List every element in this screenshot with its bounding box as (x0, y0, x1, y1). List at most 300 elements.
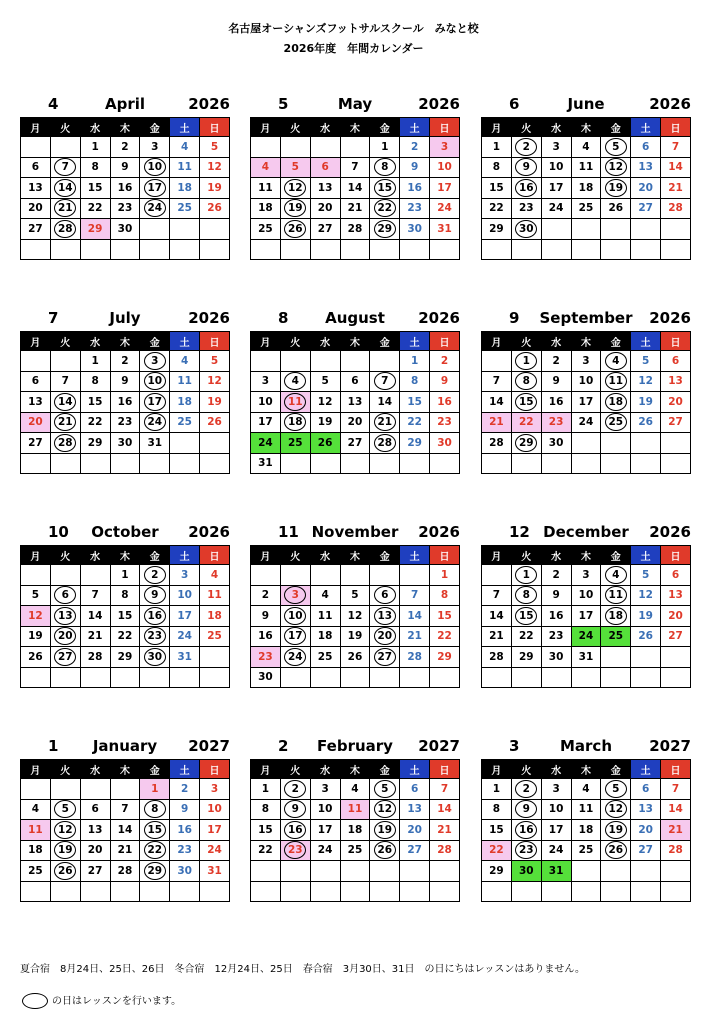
day-cell (601, 820, 631, 841)
weekday-header: 水 (541, 332, 571, 351)
day-cell (170, 371, 200, 392)
day-number: 5 (641, 568, 650, 581)
weekday-header: 火 (280, 760, 310, 779)
month-table (481, 545, 691, 688)
day-number: 6 (321, 161, 329, 174)
day-cell (200, 351, 230, 372)
day-number: 5 (210, 140, 219, 153)
day-number: 17 (258, 416, 273, 429)
month-number: 4 (48, 95, 59, 113)
day-number: 15 (87, 395, 103, 408)
day-cell (140, 647, 170, 668)
day-cell (251, 585, 281, 606)
day-number: 1 (121, 568, 129, 581)
day-cell (370, 667, 400, 688)
day-number: 6 (54, 586, 76, 604)
day-cell (170, 453, 200, 474)
day-cell (541, 840, 571, 861)
day-cell (21, 799, 51, 820)
day-cell (511, 157, 541, 178)
weekday-header: 金 (370, 118, 400, 137)
day-cell (140, 178, 170, 199)
day-cell (340, 137, 370, 158)
day-number: 25 (578, 844, 594, 857)
day-number: 14 (347, 181, 363, 194)
day-number: 11 (347, 803, 363, 816)
day-cell (661, 861, 691, 882)
day-cell (140, 412, 170, 433)
day-number: 11 (317, 609, 333, 622)
day-cell (110, 840, 140, 861)
weekday-header: 日 (661, 760, 691, 779)
day-cell (482, 239, 512, 260)
day-number: 12 (638, 375, 653, 388)
day-number: 29 (489, 864, 504, 877)
day-cell (340, 433, 370, 454)
day-cell (21, 779, 51, 800)
day-number: 20 (28, 416, 43, 429)
day-number: 22 (518, 630, 534, 643)
day-number: 20 (668, 609, 683, 622)
day-number: 11 (578, 161, 594, 174)
day-cell (310, 157, 340, 178)
day-number: 28 (489, 436, 504, 449)
day-number: 7 (671, 140, 680, 153)
day-cell (170, 585, 200, 606)
day-number: 20 (54, 627, 76, 645)
day-cell (80, 565, 110, 586)
day-cell (601, 157, 631, 178)
day-number: 18 (578, 823, 594, 836)
day-number: 13 (28, 181, 43, 194)
day-cell (661, 647, 691, 668)
day-number: 30 (117, 222, 133, 235)
day-cell (50, 157, 80, 178)
day-cell (511, 647, 541, 668)
day-cell (310, 799, 340, 820)
day-number: 15 (144, 821, 166, 839)
day-number: 15 (87, 181, 103, 194)
day-cell (200, 371, 230, 392)
day-cell (601, 565, 631, 586)
day-cell (601, 667, 631, 688)
day-number: 17 (284, 627, 306, 645)
weekday-header: 木 (340, 118, 370, 137)
day-cell (511, 565, 541, 586)
day-cell (661, 840, 691, 861)
month-header (250, 95, 460, 117)
day-cell (280, 371, 310, 392)
weekday-header: 金 (370, 546, 400, 565)
weekday-header: 火 (50, 760, 80, 779)
weekday-header: 木 (110, 332, 140, 351)
weekday-header: 火 (511, 118, 541, 137)
day-cell (571, 820, 601, 841)
day-number: 29 (374, 220, 396, 238)
weekday-header: 日 (200, 546, 230, 565)
month-name: February (317, 737, 393, 755)
day-number: 9 (180, 803, 189, 816)
day-cell (661, 412, 691, 433)
day-number: 8 (515, 372, 537, 390)
day-number: 19 (284, 199, 306, 217)
day-cell (482, 219, 512, 240)
day-cell (280, 178, 310, 199)
day-cell (482, 606, 512, 627)
day-number: 26 (207, 416, 222, 429)
month-number: 1 (48, 737, 59, 755)
day-cell (170, 565, 200, 586)
day-cell (280, 433, 310, 454)
day-cell (140, 433, 170, 454)
day-cell (430, 626, 460, 647)
day-number: 1 (410, 354, 419, 367)
day-number: 26 (608, 202, 624, 215)
day-number: 2 (515, 138, 537, 156)
day-number: 2 (515, 780, 537, 798)
day-number: 12 (605, 800, 627, 818)
day-cell (80, 840, 110, 861)
weekday-header: 火 (50, 332, 80, 351)
day-number: 31 (207, 864, 222, 877)
day-cell (310, 820, 340, 841)
day-cell (280, 351, 310, 372)
day-number: 8 (492, 803, 501, 816)
day-cell (601, 412, 631, 433)
day-cell (571, 392, 601, 413)
day-cell (280, 881, 310, 902)
day-number: 9 (284, 800, 306, 818)
day-number: 18 (177, 395, 192, 408)
circle-legend-icon (22, 993, 48, 1009)
day-cell (251, 219, 281, 240)
day-number: 4 (210, 568, 219, 581)
day-cell (140, 157, 170, 178)
weekday-header: 月 (21, 332, 51, 351)
month-table (20, 117, 230, 260)
day-number: 15 (258, 823, 273, 836)
day-number: 10 (144, 158, 166, 176)
day-number: 30 (177, 864, 192, 877)
day-number: 10 (207, 803, 222, 816)
day-cell (571, 647, 601, 668)
day-number: 24 (258, 436, 273, 449)
day-cell (200, 178, 230, 199)
day-number: 12 (317, 395, 333, 408)
day-number: 14 (407, 609, 422, 622)
day-cell (170, 351, 200, 372)
day-cell (110, 626, 140, 647)
day-cell (340, 178, 370, 199)
day-cell (430, 840, 460, 861)
month-number: 6 (509, 95, 520, 113)
day-cell (200, 433, 230, 454)
day-number: 27 (28, 222, 43, 235)
day-cell (251, 606, 281, 627)
day-cell (511, 351, 541, 372)
day-number: 7 (61, 375, 69, 388)
day-cell (400, 840, 430, 861)
day-number: 15 (489, 181, 504, 194)
day-cell (110, 606, 140, 627)
day-cell (511, 178, 541, 199)
day-number: 21 (117, 844, 133, 857)
day-cell (80, 453, 110, 474)
day-number: 21 (54, 199, 76, 217)
day-cell (661, 178, 691, 199)
page-title: 名古屋オーシャンズフットサルスクール みなと校 (228, 22, 479, 35)
month-header (20, 95, 230, 117)
day-cell (571, 219, 601, 240)
weekday-header: 火 (511, 332, 541, 351)
day-cell (310, 239, 340, 260)
weekday-header: 木 (340, 332, 370, 351)
day-cell (661, 198, 691, 219)
day-cell (200, 157, 230, 178)
weekday-header: 木 (340, 760, 370, 779)
day-cell (251, 371, 281, 392)
day-number: 18 (317, 630, 333, 643)
day-number: 22 (87, 416, 103, 429)
day-cell (251, 861, 281, 882)
day-number: 13 (407, 803, 422, 816)
day-number: 29 (407, 436, 422, 449)
day-cell (370, 433, 400, 454)
day-cell (310, 881, 340, 902)
weekday-header: 木 (571, 760, 601, 779)
day-cell (170, 881, 200, 902)
month-table (250, 331, 460, 474)
weekday-header: 月 (21, 118, 51, 137)
weekday-header: 火 (50, 546, 80, 565)
weekday-header: 火 (280, 546, 310, 565)
day-number: 28 (117, 864, 133, 877)
day-cell (280, 239, 310, 260)
day-cell (571, 565, 601, 586)
day-number: 20 (407, 823, 422, 836)
day-number: 18 (605, 607, 627, 625)
day-cell (400, 881, 430, 902)
day-number: 26 (347, 650, 363, 663)
day-number: 2 (261, 589, 270, 602)
day-number: 1 (440, 568, 449, 581)
day-cell (571, 239, 601, 260)
day-cell (200, 412, 230, 433)
day-number: 3 (582, 354, 590, 367)
month-calendar (20, 737, 230, 902)
day-cell (21, 881, 51, 902)
day-cell (340, 779, 370, 800)
day-cell (21, 840, 51, 861)
day-number: 9 (515, 800, 537, 818)
day-cell (430, 820, 460, 841)
day-number: 27 (374, 648, 396, 666)
day-cell (400, 219, 430, 240)
day-number: 14 (54, 179, 76, 197)
day-number: 26 (638, 630, 653, 643)
month-header (250, 309, 460, 331)
weekday-header: 火 (511, 546, 541, 565)
day-number: 4 (351, 782, 359, 795)
day-cell (170, 667, 200, 688)
day-cell (340, 198, 370, 219)
day-number: 13 (317, 181, 333, 194)
day-cell (400, 779, 430, 800)
day-cell (21, 820, 51, 841)
day-cell (430, 779, 460, 800)
month-year: 2026 (418, 309, 460, 327)
day-number: 3 (440, 140, 449, 153)
day-number: 8 (492, 161, 501, 174)
day-number: 18 (347, 823, 363, 836)
day-number: 20 (638, 181, 653, 194)
day-cell (661, 157, 691, 178)
day-cell (601, 799, 631, 820)
day-number: 20 (87, 844, 103, 857)
day-cell (571, 453, 601, 474)
day-cell (80, 137, 110, 158)
month-header (481, 737, 691, 759)
weekday-header: 水 (80, 118, 110, 137)
day-number: 30 (515, 220, 537, 238)
weekday-header: 金 (370, 760, 400, 779)
day-number: 22 (518, 416, 534, 429)
day-cell (50, 667, 80, 688)
day-cell (661, 779, 691, 800)
day-cell (482, 820, 512, 841)
day-number: 27 (638, 844, 653, 857)
day-number: 21 (489, 630, 504, 643)
day-number: 6 (91, 803, 99, 816)
day-cell (50, 178, 80, 199)
day-number: 30 (258, 671, 273, 684)
day-number: 16 (515, 179, 537, 197)
day-number: 28 (54, 434, 76, 452)
day-number: 24 (548, 844, 564, 857)
day-number: 3 (284, 586, 306, 604)
day-cell (430, 178, 460, 199)
day-cell (80, 351, 110, 372)
day-number: 14 (117, 823, 133, 836)
day-number: 23 (548, 416, 564, 429)
day-number: 29 (489, 222, 504, 235)
day-cell (110, 565, 140, 586)
day-number: 6 (641, 782, 650, 795)
day-number: 3 (144, 352, 166, 370)
day-cell (251, 881, 281, 902)
day-cell (200, 606, 230, 627)
day-cell (541, 881, 571, 902)
day-cell (571, 412, 601, 433)
day-number: 28 (407, 650, 422, 663)
day-cell (370, 198, 400, 219)
day-number: 19 (54, 841, 76, 859)
day-number: 28 (489, 650, 504, 663)
day-cell (280, 667, 310, 688)
day-cell (541, 565, 571, 586)
day-cell (110, 779, 140, 800)
day-cell (430, 667, 460, 688)
day-cell (482, 392, 512, 413)
day-cell (170, 392, 200, 413)
day-number: 12 (284, 179, 306, 197)
day-cell (200, 392, 230, 413)
day-cell (400, 433, 430, 454)
day-number: 12 (54, 821, 76, 839)
day-cell (571, 779, 601, 800)
day-number: 17 (548, 823, 564, 836)
day-cell (370, 178, 400, 199)
day-cell (200, 239, 230, 260)
day-cell (482, 137, 512, 158)
weekday-header: 金 (601, 332, 631, 351)
day-cell (631, 392, 661, 413)
day-number: 1 (151, 782, 159, 795)
day-cell (370, 137, 400, 158)
day-number: 26 (54, 862, 76, 880)
day-number: 30 (548, 650, 564, 663)
day-number: 22 (407, 416, 422, 429)
day-number: 9 (552, 375, 560, 388)
day-cell (251, 647, 281, 668)
weekday-header: 日 (430, 546, 460, 565)
day-cell (140, 565, 170, 586)
day-number: 1 (91, 354, 99, 367)
day-cell (400, 647, 430, 668)
weekday-header: 木 (110, 118, 140, 137)
day-cell (140, 606, 170, 627)
day-number: 13 (87, 823, 103, 836)
weekday-header: 金 (601, 546, 631, 565)
day-number: 17 (578, 395, 594, 408)
day-number: 29 (144, 862, 166, 880)
day-number: 19 (605, 821, 627, 839)
day-cell (601, 606, 631, 627)
day-cell (200, 667, 230, 688)
day-cell (110, 585, 140, 606)
day-cell (140, 799, 170, 820)
day-number: 14 (489, 609, 504, 622)
day-number: 4 (321, 589, 329, 602)
day-cell (21, 667, 51, 688)
day-cell (511, 585, 541, 606)
day-number: 7 (671, 782, 680, 795)
day-number: 31 (578, 650, 594, 663)
day-cell (170, 412, 200, 433)
day-number: 23 (548, 630, 564, 643)
day-cell (50, 820, 80, 841)
day-cell (400, 371, 430, 392)
day-cell (310, 351, 340, 372)
month-header (481, 523, 691, 545)
day-number: 21 (668, 181, 683, 194)
day-cell (631, 647, 661, 668)
day-number: 7 (351, 161, 359, 174)
day-cell (661, 881, 691, 902)
day-cell (21, 453, 51, 474)
day-number: 30 (437, 436, 452, 449)
month-year: 2026 (418, 95, 460, 113)
weekday-header: 土 (631, 760, 661, 779)
day-cell (110, 351, 140, 372)
day-number: 14 (87, 609, 103, 622)
weekday-header: 土 (631, 118, 661, 137)
day-cell (430, 157, 460, 178)
day-number: 6 (671, 568, 680, 581)
month-header (481, 95, 691, 117)
day-cell (571, 799, 601, 820)
day-cell (280, 647, 310, 668)
